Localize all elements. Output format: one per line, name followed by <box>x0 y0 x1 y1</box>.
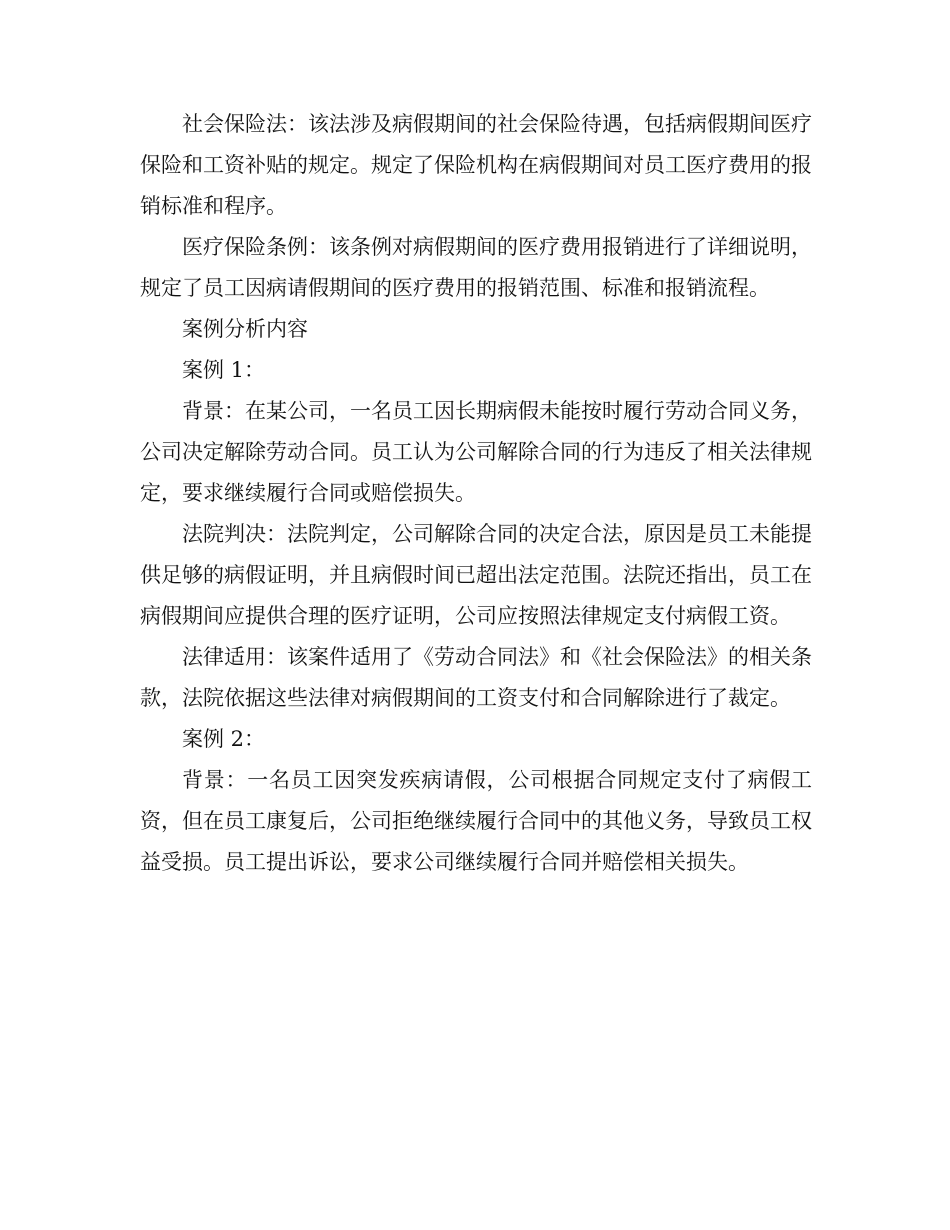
case-2-heading: 案例 2： <box>182 727 266 751</box>
document-body <box>140 104 812 883</box>
case-2-background: 背景：一名员工因突发疾病请假，公司根据合同规定支付了病假工资，但在员工康复后，公司拒绝继续履行合同中的其他义务，导致员工权益受损。员工提出诉讼，要求公司继续履行合同并赔偿相关损失。 <box>140 768 812 874</box>
case-1-court-ruling: 法院判决：法院判定，公司解除合同的决定合法，原因是员工未能提供足够的病假证明，并且病假时间已超出法定范围。法院还指出，员工在病假期间应提供合理的医疗证明，公司应按照法律规定支付病假工资。 <box>140 522 812 628</box>
case-1-legal-application: 法律适用：该案件适用了《劳动合同法》和《社会保险法》的相关条款，法院依据这些法律对病假期间的工资支付和合同解除进行了裁定。 <box>140 645 812 710</box>
paragraph-medical-insurance-regulation: 医疗保险条例：该条例对病假期间的医疗费用报销进行了详细说明，规定了员工因病请假期间的医疗费用的报销范围、标准和报销流程。 <box>140 235 812 300</box>
case-1-heading: 案例 1： <box>182 358 266 382</box>
case-1-background: 背景：在某公司，一名员工因长期病假未能按时履行劳动合同义务，公司决定解除劳动合同。员工认为公司解除合同的行为违反了相关法律规定，要求继续履行合同或赔偿损失。 <box>140 399 812 505</box>
paragraph-social-insurance-law: 社会保险法：该法涉及病假期间的社会保险待遇，包括病假期间医疗保险和工资补贴的规定。规定了保险机构在病假期间对员工医疗费用的报销标准和程序。 <box>140 112 812 218</box>
section-heading-case-analysis: 案例分析内容 <box>182 317 308 341</box>
